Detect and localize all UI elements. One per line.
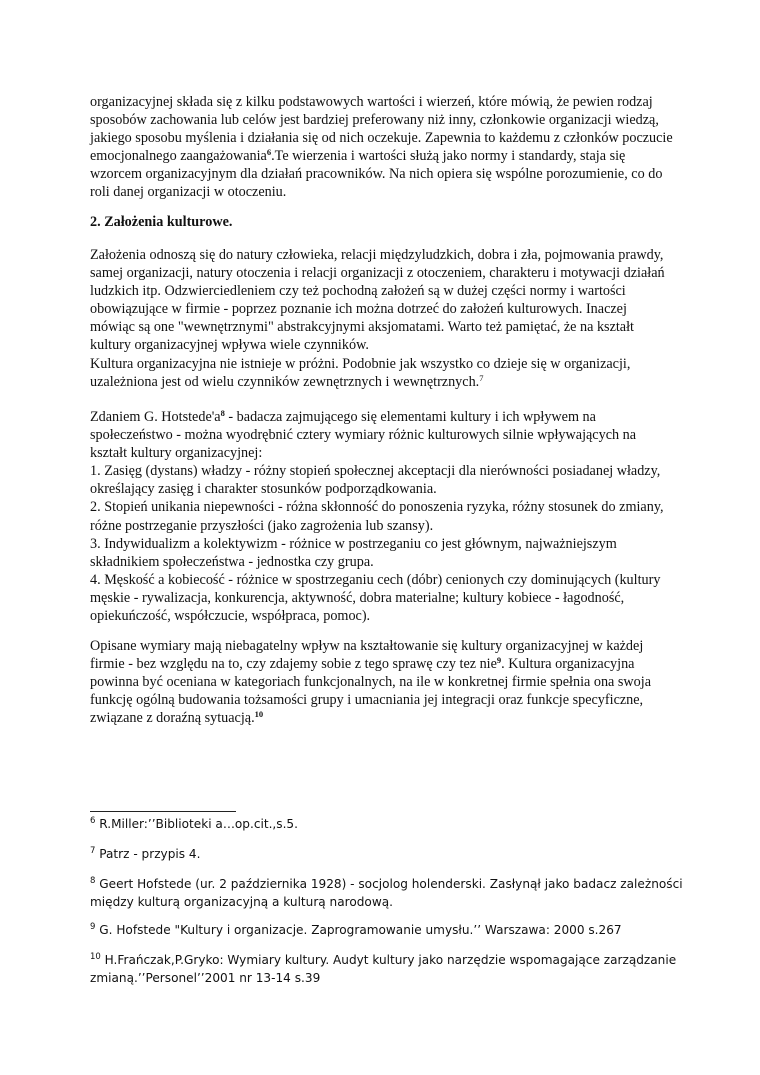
paragraph-text: . Kultura organizacyjna powinna być oceniana w kategoriach funkcjonalnych, na ile w konkretnej firmie spełnia ona swoja funkcję ogólną budowania tożsamości grupy i umacniania jej integracji oraz funkcje specyficzne, związane z doraźną sytuacją.: [90, 656, 652, 727]
paragraph-text: Zdaniem G. Hotstede'a: [90, 409, 221, 425]
footnote-ref[interactable]: 10: [254, 709, 264, 720]
paragraph-text: .Te wierzenia i wartości służą jako normy i standardy, staja się wzorcem organizacyjnym dla działań pracowników. Na nich opiera się wspólne porozumienie, co do roli danej organizacji w otoczeniu.: [90, 148, 663, 201]
paragraph-hofstede: [90, 408, 675, 625]
footnote-number: 7: [90, 846, 96, 856]
list-item: 1. Zasięg (dystans) władzy - różny stopień społecznej akceptacji dla nierówności posiadanej władzy, określający zasięg i charakter stosunków podporządkowania.: [90, 463, 661, 498]
paragraph-text: Opisane wymiary mają niebagatelny wpływ na kształtowanie się kultury organizacyjnej w każdej firmie - bez względu na to, czy zdajemy sobie z tego sprawę czy tez nie: [90, 638, 644, 673]
section-heading: 2. Założenia kulturowe.: [90, 214, 233, 230]
paragraph-text: Kultura organizacyjna nie istnieje w próżni. Podobnie jak wszystko co dzieje się w organizacji, uzależniona jest od wielu czynników zewnętrznych i wewnętrznych.: [90, 355, 631, 390]
footnote-text: H.Frańczak,P.Gryko: Wymiary kultury. Audyt kultury jako narzędzie wspomagające zarządzanie zmianą.’’Personel’’2001 nr 13-14 s.39: [90, 953, 677, 985]
footnote-number: 10: [90, 952, 101, 962]
footnote: [90, 815, 690, 833]
paragraph-text: Założenia odnoszą się do natury człowieka, relacji międzyludzkich, dobra i zła, pojmowania prawdy, samej organizacji, natury otoczenia i relacji organizacji z otoczeniem, charakteru i motywacji działań ludzkich itp. Odzwierciedleniem czy też pochodną założeń są w dużej części normy i wartości obowiązujące w firmie - poprzez poznanie ich można dotrzeć do założeń kulturowych. Inaczej mówiąc są one "wewnętrznymi" abstrakcyjnymi aksjomatami. Warto też pamiętać, że na kształt kultury organizacyjnej wpływa wiele czynników.: [90, 247, 665, 354]
footnote-number: 8: [90, 876, 96, 886]
paragraph-text: organizacyjnej składa się z kilku podstawowych wartości i wierzeń, które mówią, że pewien rodzaj sposobów zachowania lub celów jest bardziej preferowany niż inny, członkowie organizacji wiedzą, jakiego sposobu myślenia i działania się od nich oczekuje. Zapewnia to każdemu z członków poczucie emocjonalnego zaangażowania: [90, 94, 673, 165]
footnote-number: 6: [90, 816, 96, 826]
footnote: [90, 845, 690, 863]
list-item: 3. Indywidualizm a kolektywizm - różnice w postrzeganiu co jest głównym, najważniejszym składnikiem społeczeństwa - jednostka czy grupa.: [90, 535, 617, 570]
footnote-text: G. Hofstede "Kultury i organizacje. Zaprogramowanie umysłu.’’ Warszawa: 2000 s.267: [95, 923, 622, 937]
footnote-ref[interactable]: 8: [220, 408, 225, 418]
paragraph-assumptions: [90, 246, 675, 391]
footnote-text: Patrz - przypis 4.: [95, 847, 201, 861]
footnote: [90, 951, 690, 987]
footnote-ref[interactable]: 7: [479, 372, 484, 383]
paragraph-dimensions-impact: [90, 637, 675, 727]
footnote-text: Geert Hofstede (ur. 2 października 1928) - socjolog holenderski. Zasłynął jako badacz zależności między kulturą organizacyjną a kulturą narodową.: [90, 877, 683, 909]
footnote-ref[interactable]: 6: [266, 147, 272, 158]
paragraph-values: [90, 93, 675, 202]
footnote: [90, 875, 690, 911]
footnote-separator: [90, 811, 236, 812]
paragraph-text: - badacza zajmującego się elementami kultury i ich wpływem na społeczeństwo - można wyodrębnić cztery wymiary różnic kulturowych silnie wpływających na kształt kultury organizacyjnej:: [90, 409, 637, 462]
footnote: [90, 921, 690, 939]
footnote-number: 9: [90, 922, 96, 932]
footnote-ref[interactable]: 9: [496, 655, 502, 666]
list-item: 2. Stopień unikania niepewności - różna skłonność do ponoszenia ryzyka, różny stosunek do zmiany, różne postrzeganie przyszłości (jako zagrożenia lub szansy).: [90, 499, 664, 534]
footnote-text: R.Miller:’’Biblioteki a…op.cit.,s.5.: [95, 817, 298, 831]
list-item: 4. Męskość a kobiecość - różnice w spostrzeganiu cech (dóbr) cenionych czy dominujących (kultury męskie - rywalizacja, konkurencja, aktywność, dobra materialne; kultury kobiece - łagodność, opiekuńczość, współczucie, współpraca, pomoc).: [90, 571, 661, 625]
